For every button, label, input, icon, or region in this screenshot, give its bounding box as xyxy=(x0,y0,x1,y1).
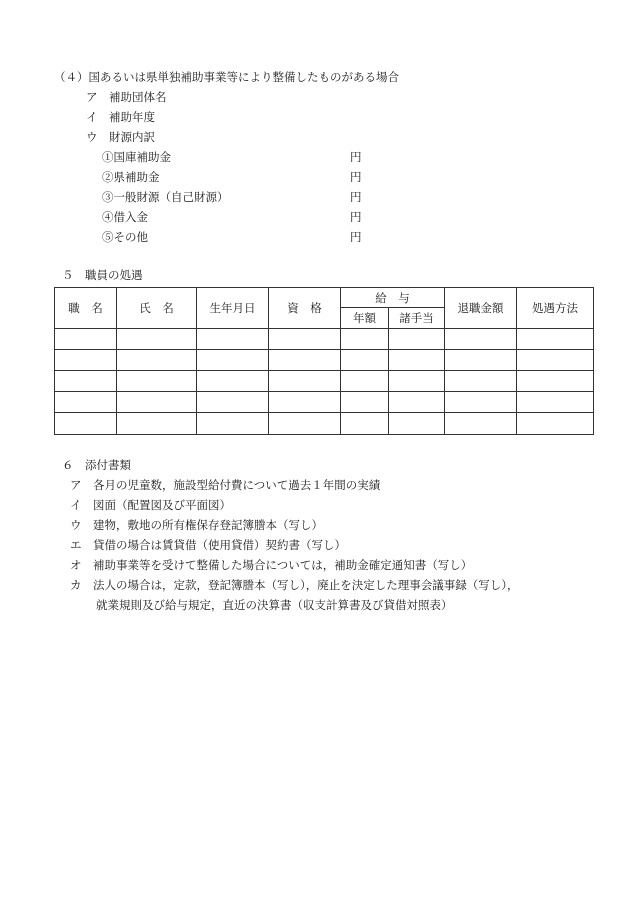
funding-unit: 円 xyxy=(350,230,362,244)
attachment-item: ア 各月の児童数，施設型給付費について過去１年間の実績 xyxy=(70,478,381,492)
funding-unit: 円 xyxy=(350,170,362,184)
header-treatment-method: 処遇方法 xyxy=(517,288,594,329)
header-annual: 年額 xyxy=(341,308,389,329)
funding-label: ②県補助金 xyxy=(102,170,160,184)
staff-table xyxy=(54,287,594,435)
attachment-item: エ 貸借の場合は賃貸借（使用貸借）契約書（写し） xyxy=(70,538,346,552)
section4-item-i: イ 補助年度 xyxy=(86,110,155,124)
section4-item-a: ア 補助団体名 xyxy=(86,90,167,104)
attachment-item-continuation: 就業規則及び給与規定，直近の決算書（収支計算書及び貸借対照表） xyxy=(96,598,453,612)
table-row xyxy=(55,392,594,413)
funding-label: ③一般財源（自己財源） xyxy=(102,190,229,204)
section4-item-u: ウ 財源内訳 xyxy=(86,130,155,144)
header-position: 職 名 xyxy=(55,288,117,329)
table-row xyxy=(55,350,594,371)
table-row xyxy=(55,329,594,350)
funding-label: ⑤その他 xyxy=(102,230,148,244)
attachment-item: カ 法人の場合は，定款，登記簿謄本（写し），廃止を決定した理事会議事録（写し）， xyxy=(70,578,519,592)
header-salary: 給 与 xyxy=(341,288,445,308)
header-qualification: 資 格 xyxy=(269,288,341,329)
funding-unit: 円 xyxy=(350,210,362,224)
attachment-item: オ 補助事業等を受けて整備した場合については，補助金確定通知書（写し） xyxy=(70,558,473,572)
header-retirement-amount: 退職金額 xyxy=(445,288,517,329)
funding-unit: 円 xyxy=(350,190,362,204)
table-row xyxy=(55,413,594,435)
attachment-item: イ 図面（配置図及び平面図） xyxy=(70,498,231,512)
funding-label: ④借入金 xyxy=(102,210,148,224)
section6-heading: ６ 添付書類 xyxy=(62,458,131,472)
header-name: 氏 名 xyxy=(117,288,197,329)
funding-label: ①国庫補助金 xyxy=(102,150,171,164)
section5-heading: ５ 職員の処遇 xyxy=(62,268,143,282)
section4-heading: （４）国あるいは県単独補助事業等により整備したものがある場合 xyxy=(54,70,399,84)
funding-unit: 円 xyxy=(350,150,362,164)
header-birthdate: 生年月日 xyxy=(197,288,269,329)
table-row xyxy=(55,371,594,392)
attachment-item: ウ 建物，敷地の所有権保存登記簿謄本（写し） xyxy=(70,518,323,532)
header-allowance: 諸手当 xyxy=(389,308,445,329)
